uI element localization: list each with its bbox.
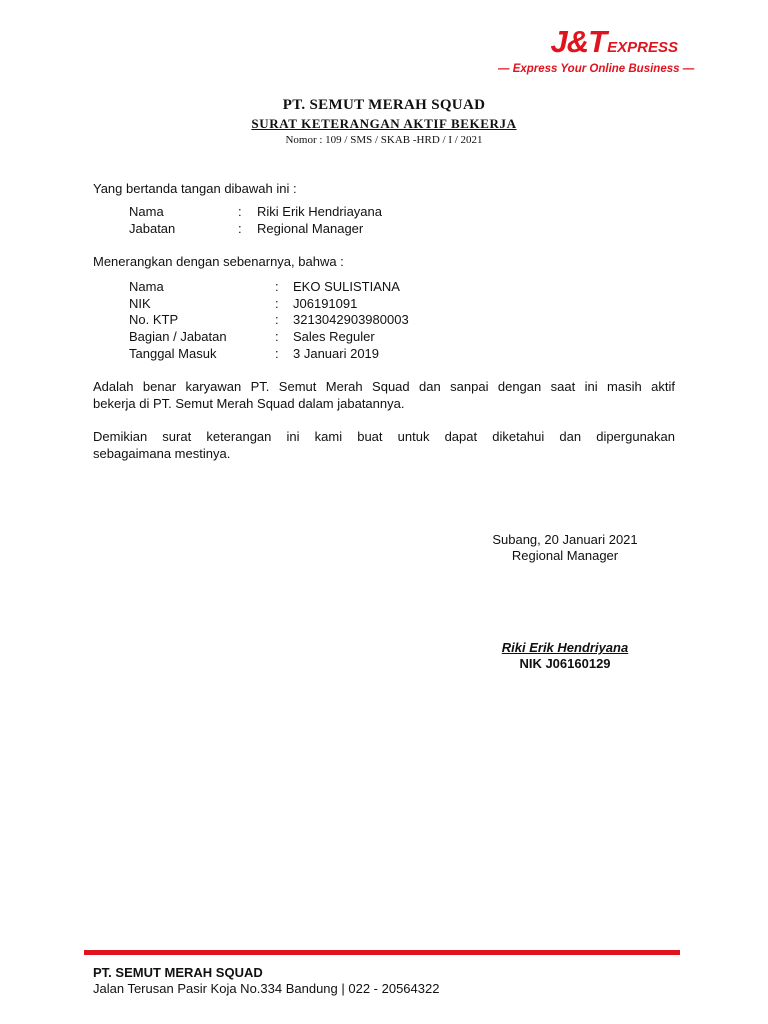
footer-address: Jalan Terusan Pasir Koja No.334 Bandung | 022 - 20564322	[93, 981, 440, 996]
paragraph-2-line-2: sebagaimana mestinya.	[93, 446, 231, 461]
field-label: Bagian / Jabatan	[129, 329, 227, 344]
field-colon: :	[275, 346, 279, 361]
field-colon: :	[275, 312, 279, 327]
footer-company: PT. SEMUT MERAH SQUAD	[93, 965, 263, 980]
statement-text: Menerangkan dengan sebenarnya, bahwa :	[93, 254, 344, 269]
field-value: 3 Januari 2019	[293, 346, 380, 361]
field-value: EKO SULISTIANA	[293, 279, 400, 294]
field-label: Tanggal Masuk	[129, 346, 217, 361]
signature-place-date: Subang, 20 Januari 2021	[492, 532, 638, 547]
logo-wordmark	[498, 26, 678, 57]
field-value: Sales Reguler	[293, 329, 375, 344]
intro-text: Yang bertanda tangan dibawah ini :	[93, 181, 297, 196]
logo-jt-text: J&T	[550, 24, 607, 59]
company-name: PT. SEMUT MERAH SQUAD	[282, 97, 486, 113]
field-colon: :	[275, 279, 279, 294]
field-label: Nama	[129, 279, 164, 294]
field-value: Riki Erik Hendriayana	[257, 204, 382, 219]
field-colon: :	[275, 296, 279, 311]
paragraph-1-line-1: Adalah benar karyawan PT. Semut Merah Squad dan sanpai dengan saat ini masih aktif	[93, 379, 675, 394]
field-label: Nama	[129, 204, 164, 219]
signature-nik: NIK J06160129	[519, 656, 611, 671]
document-title: SURAT KETERANGAN AKTIF BEKERJA	[251, 116, 517, 131]
signature-name: Riki Erik Hendriyana	[501, 640, 629, 655]
logo-express-text: EXPRESS	[607, 39, 678, 56]
field-colon: :	[238, 204, 242, 219]
field-colon: :	[275, 329, 279, 344]
jt-express-logo	[498, 24, 695, 75]
field-value: Regional Manager	[257, 221, 364, 236]
footer-divider	[84, 950, 680, 955]
field-label: No. KTP	[129, 312, 179, 327]
logo-tagline: — Express Your Online Business —	[498, 63, 695, 75]
paragraph-1-line-2: bekerja di PT. Semut Merah Squad dalam jabatannya.	[93, 396, 405, 411]
document-number: Nomor : 109 / SMS / SKAB -HRD / I / 2021	[285, 134, 483, 146]
field-label: Jabatan	[129, 221, 176, 236]
field-label: NIK	[129, 296, 151, 311]
field-colon: :	[238, 221, 242, 236]
field-value: J06191091	[293, 296, 358, 311]
signature-position: Regional Manager	[511, 548, 619, 563]
field-value: 3213042903980003	[293, 312, 409, 327]
paragraph-2-line-1: Demikian surat keterangan ini kami buat untuk dapat diketahui dan dipergunakan	[93, 429, 675, 444]
